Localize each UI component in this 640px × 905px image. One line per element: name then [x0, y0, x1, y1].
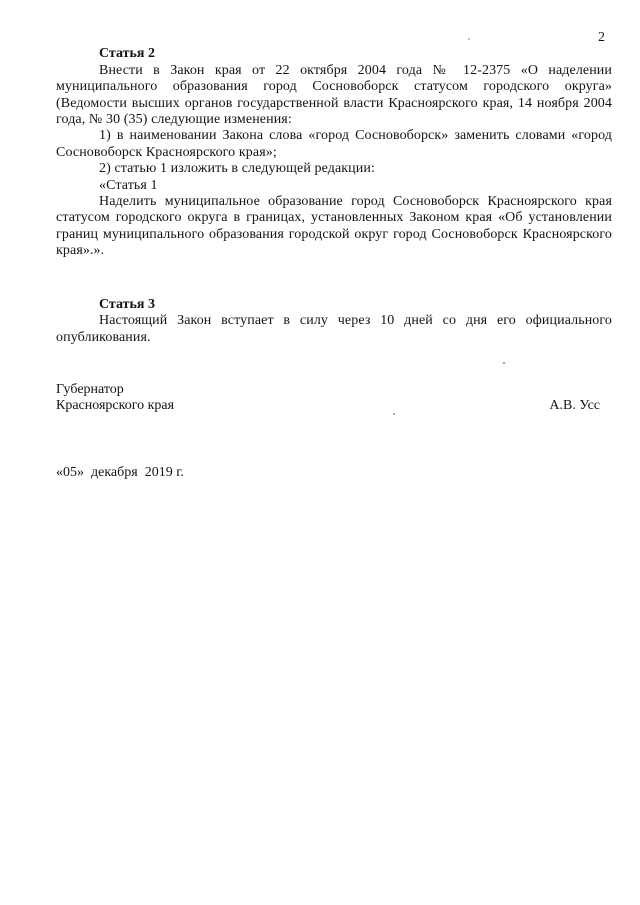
document-body [56, 46, 612, 481]
scan-speck [393, 413, 395, 415]
date-line: «05» декабря 2019 г. [56, 464, 184, 480]
signatory-name: А.В. Усс [549, 398, 600, 414]
signatory-title [56, 382, 174, 415]
scan-speck [503, 362, 505, 364]
article-3-paragraph-1: Настоящий Закон вступает в силу через 10 дней со дня его официального опубликования. [56, 313, 612, 345]
page-number: 2 [598, 30, 605, 45]
article-2-paragraph-4: «Статья 1 [99, 177, 158, 193]
signatory-title-line-2: Красноярского края [56, 398, 175, 414]
scan-speck [468, 38, 470, 40]
article-3-heading: Статья 3 [99, 296, 155, 312]
article-2-paragraph-2: 1) в наименовании Закона слова «город Сосновоборск» заменить словами «город Сосновоборск Красноярского края»; [56, 128, 612, 160]
signature-block [56, 382, 612, 415]
article-2-paragraph-3: 2) статью 1 изложить в следующей редакции: [99, 161, 375, 177]
article-2-paragraph-1: Внести в Закон края от 22 октября 2004 года № 12-2375 «О наделении муниципального образования город Сосновоборск статусом городского округа» (Ведомости высших органов государственной власти Красноярского края, 14 ноября 2004 года, № 30 (35) следующие изменения: [56, 62, 612, 128]
article-2-paragraph-5: Наделить муниципальное образование город Сосновоборск Красноярского края статусом городского округа в границах, установленных Законом края «Об установлении границ муниципального образования городской округ город Сосновоборск Красноярского края».». [56, 194, 612, 259]
article-2-heading: Статья 2 [99, 46, 155, 62]
signatory-title-line-1: Губернатор [56, 381, 124, 397]
